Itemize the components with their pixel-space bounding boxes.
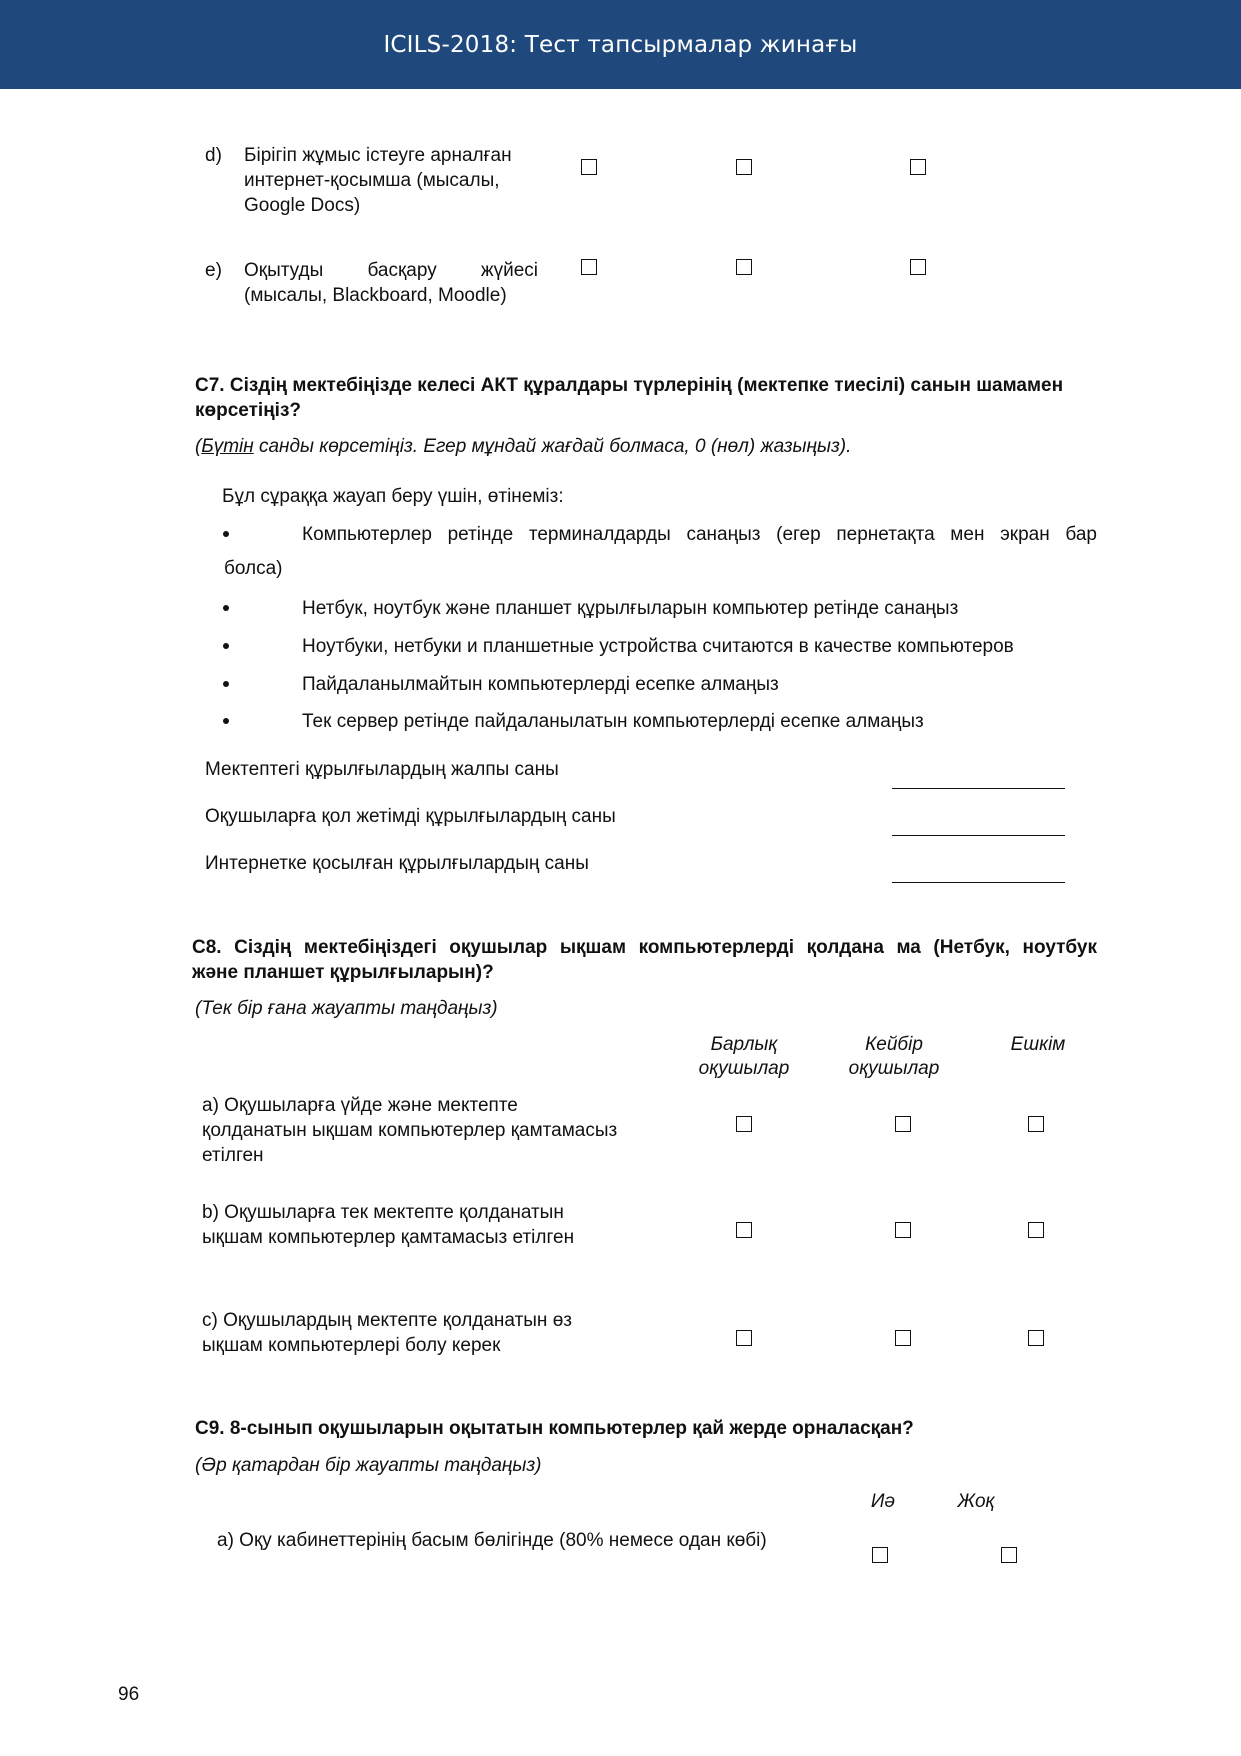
page-number: 96: [118, 1684, 140, 1705]
c9-instruction: (Әр қатардан бір жауапты таңдаңыз): [195, 1455, 542, 1476]
item-d-line: интернет-қосымша (мысалы,: [244, 170, 500, 191]
c7-bullet-3: Ноутбуки, нетбуки и планшетные устройства считаются в качестве компьютеров: [302, 636, 1014, 657]
c8-row-a-all-checkbox[interactable]: [736, 1116, 752, 1132]
c9-col-header-yes: Иә: [870, 1491, 896, 1512]
c7-bullet-5: Тек сервер ретінде пайдаланылатын компьютерлерді есепке алмаңыз: [302, 711, 924, 732]
item-e-option-3-checkbox[interactable]: [910, 259, 926, 275]
bullet-dot: [223, 643, 229, 649]
c7-bullet-4: Пайдаланылмайтын компьютерлерді есепке алмаңыз: [302, 674, 779, 695]
item-d-label: [244, 143, 534, 218]
c7-intro: Бұл сұраққа жауап беру үшін, өтінеміз:: [222, 486, 564, 507]
c8-row-line: қолданатын ықшам компьютерлер қамтамасыз: [202, 1120, 618, 1141]
item-e-option-2-checkbox[interactable]: [736, 259, 752, 275]
c8-row-b-label: [202, 1200, 662, 1250]
bullet-dot: [223, 681, 229, 687]
c8-row-c-none-checkbox[interactable]: [1028, 1330, 1044, 1346]
item-e-option-1-checkbox[interactable]: [581, 259, 597, 275]
c7-note-rest: санды көрсетіңіз. Егер мұндай жағдай болмаса, 0 (нөл) жазыңыз).: [253, 436, 852, 457]
c8-col-header-line: Ешкім: [1010, 1034, 1066, 1055]
c7-title-line: C7. Сіздің мектебіңізде келесі АКТ құралдары түрлерінің (мектепке тиесілі) санын шамамен: [195, 375, 1064, 396]
item-d-line: Google Docs): [244, 195, 361, 216]
c7-title: [195, 373, 1097, 423]
item-d-option-2-checkbox[interactable]: [736, 159, 752, 175]
bullet-dot: [223, 531, 229, 537]
c7-bullet-2: Нетбук, ноутбук және планшет құрылғыларын компьютер ретінде санаңыз: [302, 598, 959, 619]
item-e-line: (мысалы, Blackboard, Moodle): [244, 285, 507, 306]
c8-row-line: ықшам компьютерлері болу керек: [202, 1335, 501, 1356]
c8-col-header-some: [834, 1033, 954, 1081]
c8-col-header-line: оқушылар: [698, 1058, 790, 1079]
c7-title-line: көрсетіңіз?: [195, 400, 301, 421]
c7-field-label: Мектептегі құрылғылардың жалпы саны: [205, 759, 559, 780]
c8-row-line: c) Оқушылардың мектепте қолданатын өз: [202, 1310, 572, 1331]
item-e-letter: e): [205, 260, 222, 281]
item-d-letter: d): [205, 145, 222, 166]
c8-instruction: (Тек бір ғана жауапты таңдаңыз): [195, 998, 498, 1019]
c8-row-line: етілген: [202, 1145, 264, 1166]
page-header-banner: [0, 0, 1241, 89]
c8-title-line: C8. Сіздің мектебіңіздегі оқушылар ықшам компьютерлерді қолдана ма (Нетбук, ноутбук: [192, 937, 1097, 958]
c8-col-header-line: Кейбір: [865, 1034, 923, 1055]
c7-field-label: Интернетке қосылған құрылғылардың саны: [205, 853, 589, 874]
c8-col-header-line: Барлық: [710, 1034, 778, 1055]
c8-row-a-some-checkbox[interactable]: [895, 1116, 911, 1132]
c8-title: [192, 935, 1097, 985]
c7-instruction: [195, 434, 851, 459]
c8-row-b-some-checkbox[interactable]: [895, 1222, 911, 1238]
c8-row-a-none-checkbox[interactable]: [1028, 1116, 1044, 1132]
c8-col-header-line: оқушылар: [848, 1058, 940, 1079]
c7-field-internet-input[interactable]: [892, 882, 1065, 883]
item-d-option-3-checkbox[interactable]: [910, 159, 926, 175]
c8-row-a-label: [202, 1093, 662, 1168]
bullet-dot: [223, 718, 229, 724]
c7-field-total-input[interactable]: [892, 788, 1065, 789]
c9-row-a-no-checkbox[interactable]: [1001, 1547, 1017, 1563]
c8-row-c-all-checkbox[interactable]: [736, 1330, 752, 1346]
c9-row-a-yes-checkbox[interactable]: [872, 1547, 888, 1563]
c7-bullet-1-cont: болса): [224, 558, 283, 579]
c8-row-c-some-checkbox[interactable]: [895, 1330, 911, 1346]
item-d-line: Бірігіп жұмыс істеуге арналған: [244, 145, 512, 166]
c8-row-b-none-checkbox[interactable]: [1028, 1222, 1044, 1238]
c7-field-label: Оқушыларға қол жетімді құрылғылардың саны: [205, 806, 616, 827]
c8-row-c-label: [202, 1308, 662, 1358]
c8-col-header-none: [978, 1033, 1098, 1057]
header-title: ICILS-2018: Тест тапсырмалар жинағы: [383, 31, 858, 58]
c8-row-b-all-checkbox[interactable]: [736, 1222, 752, 1238]
c7-note-open: (: [195, 436, 202, 457]
c9-title: C9. 8-сынып оқушыларын оқытатын компьютерлер қай жерде орналасқан?: [195, 1418, 914, 1439]
item-d-option-1-checkbox[interactable]: [581, 159, 597, 175]
c7-field-student-access-input[interactable]: [892, 835, 1065, 836]
c9-row-a-label: a) Оқу кабинеттерінің басым бөлігінде (80% немесе одан көбі): [217, 1530, 767, 1551]
c8-row-line: ықшам компьютерлер қамтамасыз етілген: [202, 1227, 575, 1248]
item-e-label: [244, 258, 538, 308]
c9-col-header-no: Жоқ: [957, 1491, 995, 1512]
c8-col-header-all: [684, 1033, 804, 1081]
c8-row-line: a) Оқушыларға үйде және мектепте: [202, 1095, 518, 1116]
c8-title-line: және планшет құрылғыларын)?: [192, 962, 494, 983]
c7-note-underlined: Бүтін: [201, 436, 254, 457]
bullet-dot: [223, 605, 229, 611]
c8-row-line: b) Оқушыларға тек мектепте қолданатын: [202, 1202, 564, 1223]
item-e-line: Оқытуды басқару жүйесі: [244, 260, 538, 281]
c7-bullet-1: Компьютерлер ретінде терминалдарды санаңыз (егер пернетақта мен экран бар: [302, 524, 1097, 545]
